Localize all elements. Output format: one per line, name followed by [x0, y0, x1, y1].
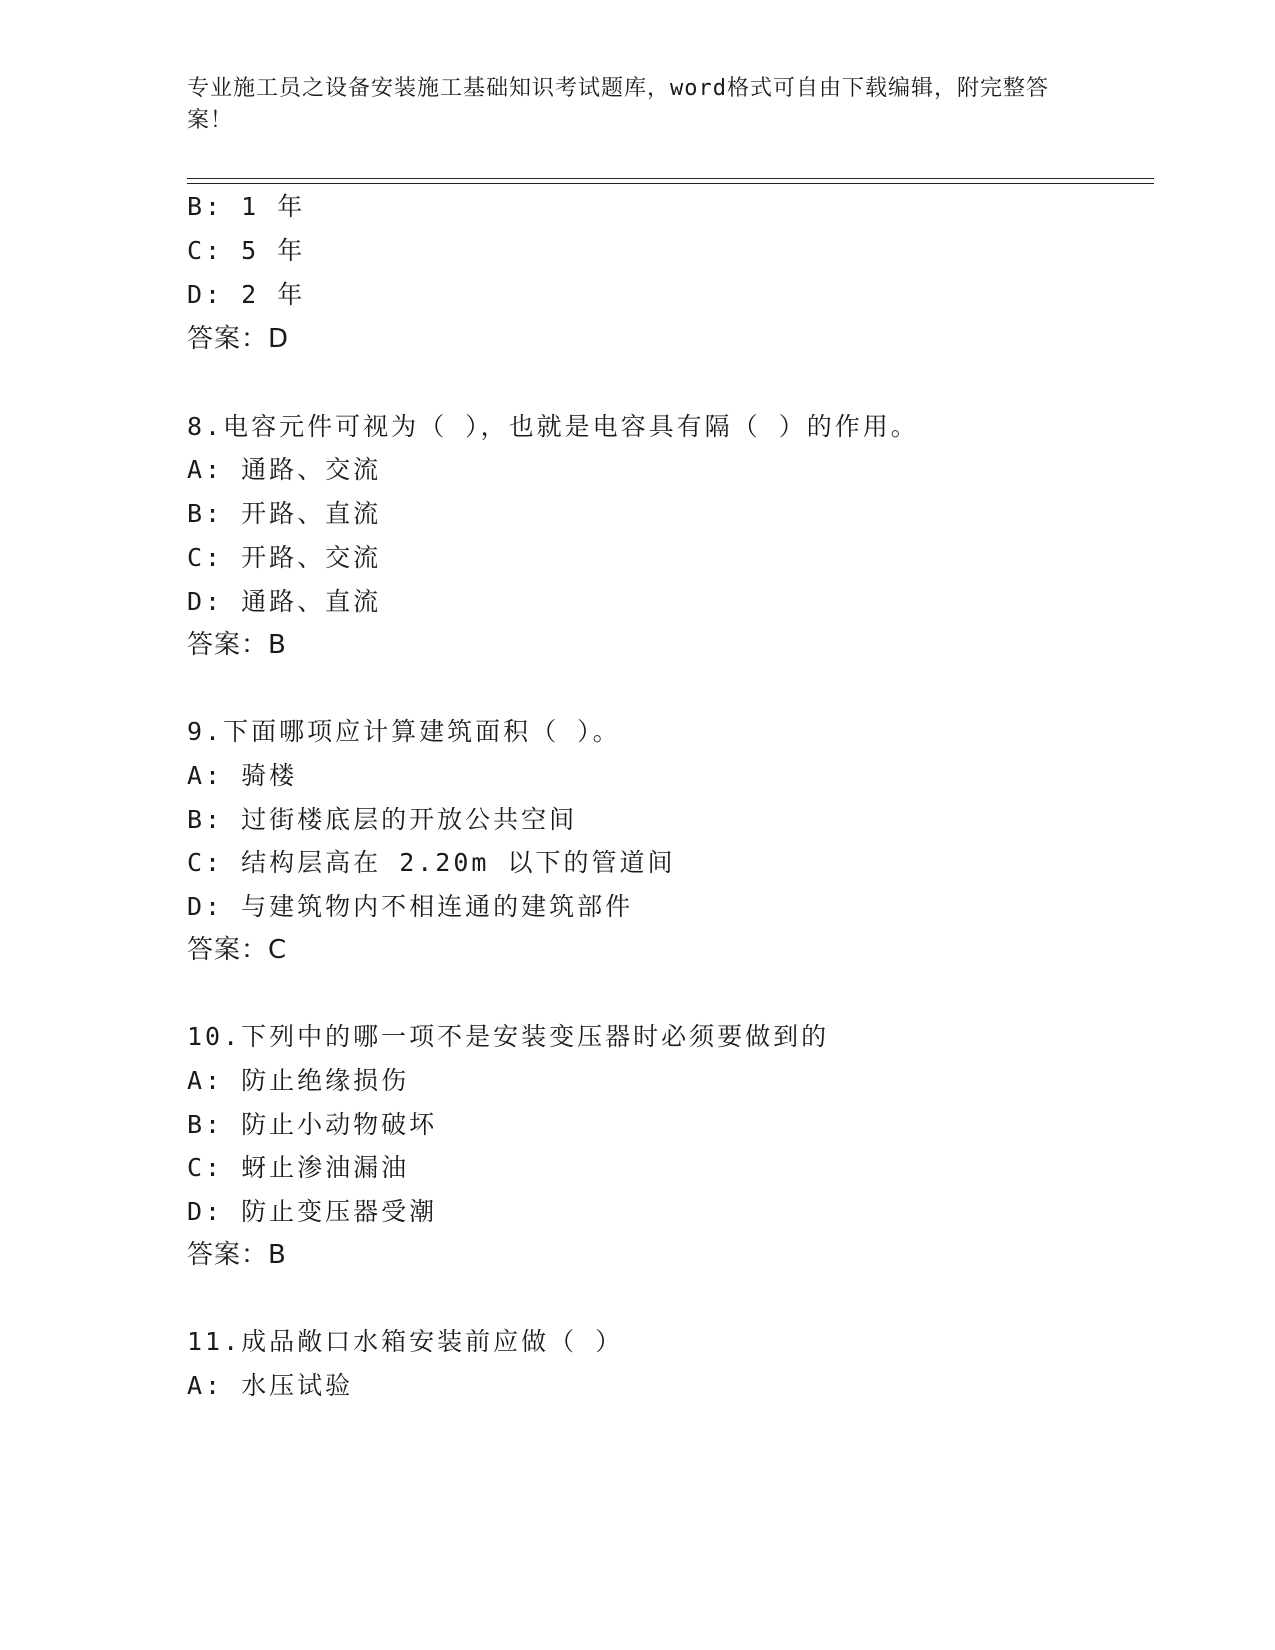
- option-line: D: 通路、直流: [187, 587, 382, 616]
- document-header: 专业施工员之设备安装施工基础知识考试题库，word格式可自由下载编辑，附完整答案！: [187, 76, 1049, 133]
- option-line: A: 水压试验: [187, 1371, 354, 1400]
- header-rule-bottom: [187, 183, 1154, 184]
- option-line: D: 2 年: [187, 280, 306, 309]
- option-line: A: 防止绝缘损伤: [187, 1066, 410, 1095]
- option-line: D: 防止变压器受潮: [187, 1197, 438, 1226]
- option-line: D: 与建筑物内不相连通的建筑部件: [187, 892, 634, 921]
- header-rule-top: [187, 178, 1154, 179]
- question-line: 10.下列中的哪一项不是安装变压器时必须要做到的: [187, 1022, 830, 1051]
- answer-line: 答案：B: [187, 630, 287, 660]
- question-line: 9.下面哪项应计算建筑面积（ ）。: [187, 717, 621, 746]
- answer-line: 答案：D: [187, 324, 290, 354]
- option-line: B: 开路、直流: [187, 499, 382, 528]
- option-line: A: 骑楼: [187, 761, 298, 790]
- option-line: B: 过街楼底层的开放公共空间: [187, 805, 578, 834]
- option-line: C: 开路、交流: [187, 543, 382, 572]
- question-line: 11.成品敞口水箱安装前应做（ ）: [187, 1327, 624, 1356]
- question-line: 8.电容元件可视为（ ），也就是电容具有隔（ ）的作用。: [187, 412, 919, 441]
- option-line: C: 结构层高在 2.20m 以下的管道间: [187, 848, 676, 877]
- option-line: C: 蚜止渗油漏油: [187, 1153, 410, 1182]
- answer-line: 答案：B: [187, 1240, 287, 1270]
- option-line: C: 5 年: [187, 236, 306, 265]
- option-line: B: 防止小动物破坏: [187, 1110, 438, 1139]
- option-line: A: 通路、交流: [187, 455, 382, 484]
- answer-line: 答案：C: [187, 935, 288, 965]
- option-line: B: 1 年: [187, 192, 306, 221]
